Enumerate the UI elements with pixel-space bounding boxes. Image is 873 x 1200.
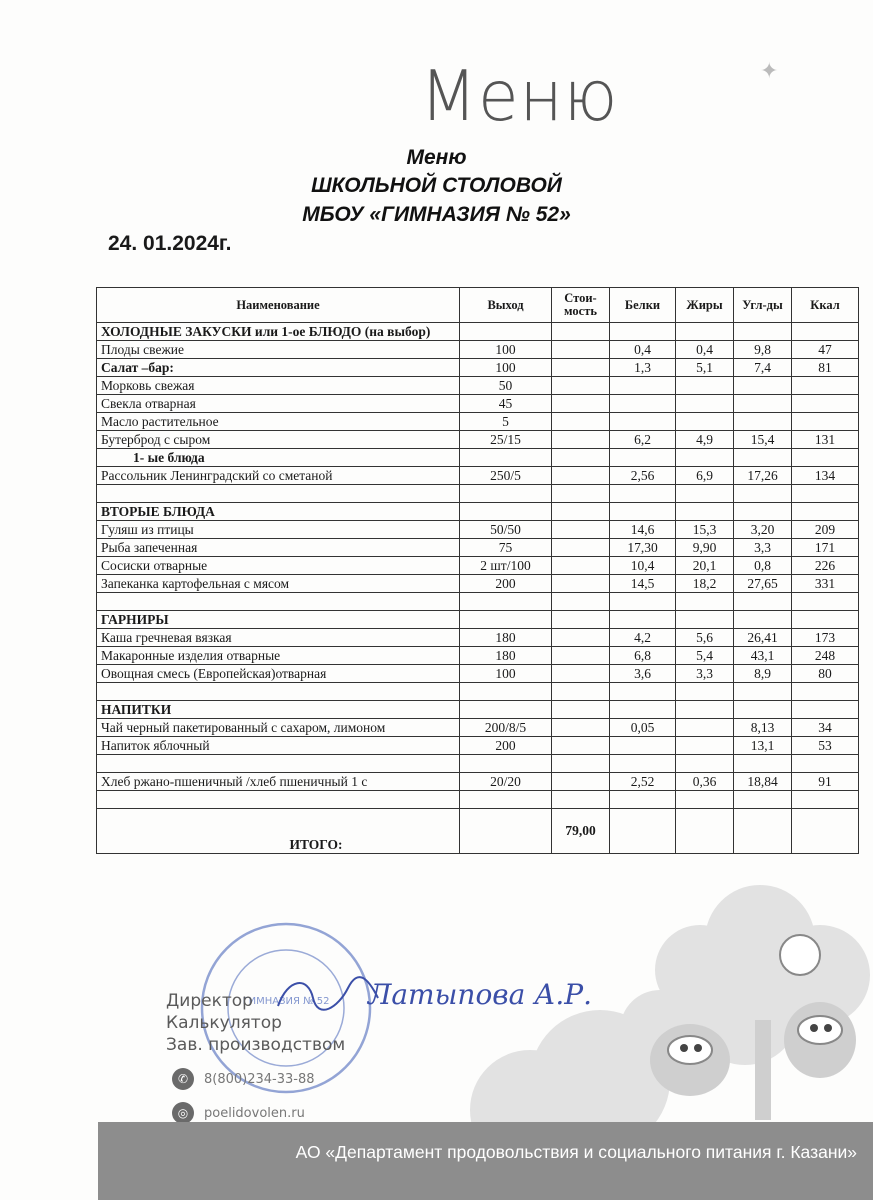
dish-name: [97, 755, 460, 773]
dish-output: 25/15: [460, 431, 552, 449]
production-label: Зав. производством: [166, 1035, 346, 1055]
table-row: [97, 557, 859, 575]
total-empty: [734, 809, 792, 854]
dish-cost: [552, 557, 610, 575]
dish-name: [97, 791, 460, 809]
dish-fat: [676, 701, 734, 719]
table-row: [97, 791, 859, 809]
web-contact: [172, 1102, 305, 1124]
dish-cost: [552, 503, 610, 521]
dish-carbs: [734, 449, 792, 467]
dish-protein: [610, 395, 676, 413]
dish-cost: [552, 629, 610, 647]
dish-kcal: [792, 755, 859, 773]
dish-output: [460, 593, 552, 611]
dish-cost: [552, 521, 610, 539]
dish-output: 100: [460, 665, 552, 683]
dish-name: НАПИТКИ: [97, 701, 460, 719]
dish-carbs: 9,8: [734, 341, 792, 359]
dish-cost: [552, 593, 610, 611]
dish-protein: 1,3: [610, 359, 676, 377]
dish-carbs: [734, 413, 792, 431]
handwritten-title: Меню: [420, 56, 619, 137]
menu-table: [96, 287, 859, 854]
table-row: [97, 665, 859, 683]
table-row: [97, 737, 859, 755]
dish-carbs: [734, 485, 792, 503]
dish-protein: 0,05: [610, 719, 676, 737]
dish-protein: [610, 593, 676, 611]
dish-fat: 5,6: [676, 629, 734, 647]
dish-protein: [610, 683, 676, 701]
dish-name: [97, 683, 460, 701]
phone-number: 8(800)234-33-88: [204, 1071, 315, 1087]
dish-kcal: 80: [792, 665, 859, 683]
dish-name: ХОЛОДНЫЕ ЗАКУСКИ или 1-ое БЛЮДО (на выбор): [97, 323, 460, 341]
dish-name: Масло растительное: [97, 413, 460, 431]
dish-cost: [552, 449, 610, 467]
dish-fat: 0,4: [676, 341, 734, 359]
dish-kcal: [792, 593, 859, 611]
menu-date: 24. 01.2024г.: [108, 232, 232, 255]
dish-protein: 0,4: [610, 341, 676, 359]
dish-output: 2 шт/100: [460, 557, 552, 575]
section-row: [97, 359, 859, 377]
dish-protein: 6,2: [610, 431, 676, 449]
total-cost: 79,00: [552, 809, 610, 854]
dish-carbs: 13,1: [734, 737, 792, 755]
total-row: [97, 809, 859, 854]
dish-cost: [552, 539, 610, 557]
dish-carbs: 43,1: [734, 647, 792, 665]
dish-fat: 9,90: [676, 539, 734, 557]
dish-protein: 10,4: [610, 557, 676, 575]
dish-output: 100: [460, 359, 552, 377]
dish-carbs: 27,65: [734, 575, 792, 593]
signature-text: Латыпова А.Р.: [368, 978, 593, 1011]
dish-kcal: 91: [792, 773, 859, 791]
table-row: [97, 719, 859, 737]
dish-cost: [552, 377, 610, 395]
dish-kcal: [792, 611, 859, 629]
dish-cost: [552, 395, 610, 413]
dish-carbs: 8,13: [734, 719, 792, 737]
dish-name: Хлеб ржано-пшеничный /хлеб пшеничный 1 с: [97, 773, 460, 791]
dish-output: [460, 449, 552, 467]
dish-protein: [610, 701, 676, 719]
section-row: [97, 449, 859, 467]
dish-protein: [610, 503, 676, 521]
dish-output: [460, 791, 552, 809]
dish-kcal: 331: [792, 575, 859, 593]
dish-cost: [552, 737, 610, 755]
dish-fat: [676, 719, 734, 737]
website: poelidovolen.ru: [204, 1105, 305, 1121]
dish-name: Сосиски отварные: [97, 557, 460, 575]
dish-name: Морковь свежая: [97, 377, 460, 395]
dish-kcal: 131: [792, 431, 859, 449]
table-row: [97, 413, 859, 431]
table-row: [97, 467, 859, 485]
heading-line3: МБОУ «ГИМНАЗИЯ № 52»: [302, 203, 571, 226]
table-row: [97, 539, 859, 557]
dish-carbs: [734, 395, 792, 413]
table-row: [97, 683, 859, 701]
dish-fat: [676, 395, 734, 413]
dish-protein: [610, 449, 676, 467]
dish-fat: 20,1: [676, 557, 734, 575]
dish-output: 200: [460, 575, 552, 593]
col-carbs: Угл-ды: [734, 288, 792, 323]
dish-output: 75: [460, 539, 552, 557]
dish-fat: [676, 323, 734, 341]
dish-output: [460, 683, 552, 701]
dish-carbs: 8,9: [734, 665, 792, 683]
col-kcal: Ккал: [792, 288, 859, 323]
dish-output: 180: [460, 629, 552, 647]
dish-cost: [552, 359, 610, 377]
dish-kcal: [792, 485, 859, 503]
total-empty: [676, 809, 734, 854]
phone-contact: [172, 1068, 315, 1090]
col-protein: Белки: [610, 288, 676, 323]
dish-protein: 6,8: [610, 647, 676, 665]
dish-fat: [676, 755, 734, 773]
dish-carbs: 18,84: [734, 773, 792, 791]
phone-icon: ✆: [172, 1068, 194, 1090]
director-label: Директор: [166, 991, 253, 1011]
table-row: [97, 395, 859, 413]
dish-cost: [552, 701, 610, 719]
dish-cost: [552, 665, 610, 683]
dish-protein: [610, 737, 676, 755]
dish-protein: [610, 485, 676, 503]
dish-output: 200: [460, 737, 552, 755]
dish-output: [460, 755, 552, 773]
table-row: [97, 377, 859, 395]
dish-kcal: 81: [792, 359, 859, 377]
dish-output: 250/5: [460, 467, 552, 485]
dish-name: Плоды свежие: [97, 341, 460, 359]
dish-name: Рассольник Ленинградский со сметаной: [97, 467, 460, 485]
dish-kcal: 248: [792, 647, 859, 665]
dish-protein: [610, 611, 676, 629]
dish-kcal: [792, 395, 859, 413]
dish-carbs: 15,4: [734, 431, 792, 449]
table-row: [97, 755, 859, 773]
dish-protein: [610, 323, 676, 341]
dish-cost: [552, 719, 610, 737]
heading-line2: ШКОЛЬНОЙ СТОЛОВОЙ: [311, 174, 562, 197]
dish-kcal: 209: [792, 521, 859, 539]
dish-carbs: 17,26: [734, 467, 792, 485]
dish-fat: [676, 485, 734, 503]
table-row: [97, 431, 859, 449]
dish-carbs: [734, 701, 792, 719]
dish-fat: 5,4: [676, 647, 734, 665]
dish-name: Чай черный пакетированный с сахаром, лимоном: [97, 719, 460, 737]
dish-kcal: 53: [792, 737, 859, 755]
dish-kcal: 226: [792, 557, 859, 575]
dish-output: 20/20: [460, 773, 552, 791]
dish-name: Макаронные изделия отварные: [97, 647, 460, 665]
table-row: [97, 485, 859, 503]
table-row: [97, 521, 859, 539]
dish-protein: [610, 377, 676, 395]
dish-carbs: [734, 377, 792, 395]
calculator-label: Калькулятор: [166, 1013, 282, 1033]
section-row: [97, 701, 859, 719]
dish-carbs: [734, 755, 792, 773]
section-row: [97, 611, 859, 629]
globe-icon: ◎: [172, 1102, 194, 1124]
dish-output: 50: [460, 377, 552, 395]
col-fat: Жиры: [676, 288, 734, 323]
dish-output: [460, 485, 552, 503]
dish-kcal: [792, 323, 859, 341]
dish-kcal: [792, 377, 859, 395]
dish-kcal: [792, 683, 859, 701]
dish-cost: [552, 485, 610, 503]
dish-fat: 5,1: [676, 359, 734, 377]
dish-kcal: [792, 413, 859, 431]
dish-fat: [676, 791, 734, 809]
dish-carbs: [734, 323, 792, 341]
dish-carbs: [734, 593, 792, 611]
heading-line1: Меню: [406, 146, 467, 169]
dish-name: ВТОРЫЕ БЛЮДА: [97, 503, 460, 521]
dish-kcal: [792, 503, 859, 521]
dish-carbs: [734, 611, 792, 629]
dish-name: Запеканка картофельная с мясом: [97, 575, 460, 593]
dish-protein: 14,6: [610, 521, 676, 539]
dish-name: Рыба запеченная: [97, 539, 460, 557]
col-output: Выход: [460, 288, 552, 323]
dish-name: ГАРНИРЫ: [97, 611, 460, 629]
dish-fat: [676, 413, 734, 431]
dish-name: Салат –бар:: [97, 359, 460, 377]
dish-cost: [552, 773, 610, 791]
sparkle-icon: ✦: [760, 58, 779, 83]
col-cost: Стои-мость: [552, 288, 610, 323]
dish-cost: [552, 413, 610, 431]
dish-output: 200/8/5: [460, 719, 552, 737]
table-row: [97, 575, 859, 593]
dish-fat: [676, 449, 734, 467]
dish-carbs: 7,4: [734, 359, 792, 377]
dish-cost: [552, 791, 610, 809]
dish-carbs: 0,8: [734, 557, 792, 575]
dish-fat: [676, 737, 734, 755]
dish-name: Овощная смесь (Европейская)отварная: [97, 665, 460, 683]
dish-output: [460, 701, 552, 719]
dish-carbs: 3,3: [734, 539, 792, 557]
dish-name: Гуляш из птицы: [97, 521, 460, 539]
dish-kcal: [792, 449, 859, 467]
dish-cost: [552, 647, 610, 665]
table-row: [97, 629, 859, 647]
total-empty: [460, 809, 552, 854]
dish-protein: 2,52: [610, 773, 676, 791]
dish-carbs: [734, 791, 792, 809]
dish-cost: [552, 467, 610, 485]
total-label: ИТОГО:: [97, 809, 460, 854]
dish-protein: [610, 413, 676, 431]
section-row: [97, 323, 859, 341]
dish-protein: 4,2: [610, 629, 676, 647]
dish-protein: [610, 755, 676, 773]
dish-protein: 2,56: [610, 467, 676, 485]
dish-protein: 14,5: [610, 575, 676, 593]
dish-carbs: [734, 503, 792, 521]
footer-bar: [98, 1122, 873, 1200]
dish-kcal: [792, 791, 859, 809]
dish-kcal: 134: [792, 467, 859, 485]
dish-fat: 18,2: [676, 575, 734, 593]
dish-fat: [676, 683, 734, 701]
dish-kcal: 34: [792, 719, 859, 737]
dish-output: [460, 503, 552, 521]
dish-name: Напиток яблочный: [97, 737, 460, 755]
table-header-row: [97, 288, 859, 323]
dish-fat: [676, 593, 734, 611]
dish-name: Бутерброд с сыром: [97, 431, 460, 449]
dish-protein: [610, 791, 676, 809]
dish-fat: 6,9: [676, 467, 734, 485]
dish-cost: [552, 323, 610, 341]
dish-kcal: 47: [792, 341, 859, 359]
dish-output: 45: [460, 395, 552, 413]
dish-fat: 0,36: [676, 773, 734, 791]
dish-cost: [552, 431, 610, 449]
dish-fat: 4,9: [676, 431, 734, 449]
dish-carbs: 3,20: [734, 521, 792, 539]
organization-name: АО «Департамент продовольствия и социального питания г. Казани»: [295, 1142, 857, 1162]
dish-kcal: 173: [792, 629, 859, 647]
dish-output: 100: [460, 341, 552, 359]
dish-output: 180: [460, 647, 552, 665]
dish-fat: 3,3: [676, 665, 734, 683]
table-row: [97, 593, 859, 611]
dish-cost: [552, 755, 610, 773]
dish-kcal: [792, 701, 859, 719]
section-row: [97, 503, 859, 521]
stamp-text: ГИМНАЗИЯ № 52: [242, 996, 330, 1007]
dish-fat: 15,3: [676, 521, 734, 539]
dish-name: [97, 593, 460, 611]
dish-output: 5: [460, 413, 552, 431]
dish-kcal: 171: [792, 539, 859, 557]
dish-name: Каша гречневая вязкая: [97, 629, 460, 647]
dish-cost: [552, 683, 610, 701]
dish-cost: [552, 611, 610, 629]
dish-protein: 17,30: [610, 539, 676, 557]
dish-cost: [552, 341, 610, 359]
dish-carbs: 26,41: [734, 629, 792, 647]
dish-output: [460, 323, 552, 341]
dish-carbs: [734, 683, 792, 701]
col-name: Наименование: [97, 288, 460, 323]
total-empty: [792, 809, 859, 854]
dish-name: [97, 485, 460, 503]
total-empty: [610, 809, 676, 854]
dish-output: 50/50: [460, 521, 552, 539]
dish-name: Свекла отварная: [97, 395, 460, 413]
table-row: [97, 341, 859, 359]
dish-protein: 3,6: [610, 665, 676, 683]
dish-fat: [676, 503, 734, 521]
dish-output: [460, 611, 552, 629]
table-row: [97, 647, 859, 665]
dish-fat: [676, 611, 734, 629]
footer-roles: [166, 990, 345, 1056]
dish-cost: [552, 575, 610, 593]
dish-name: 1- ые блюда: [97, 449, 460, 467]
table-row: [97, 773, 859, 791]
dish-fat: [676, 377, 734, 395]
